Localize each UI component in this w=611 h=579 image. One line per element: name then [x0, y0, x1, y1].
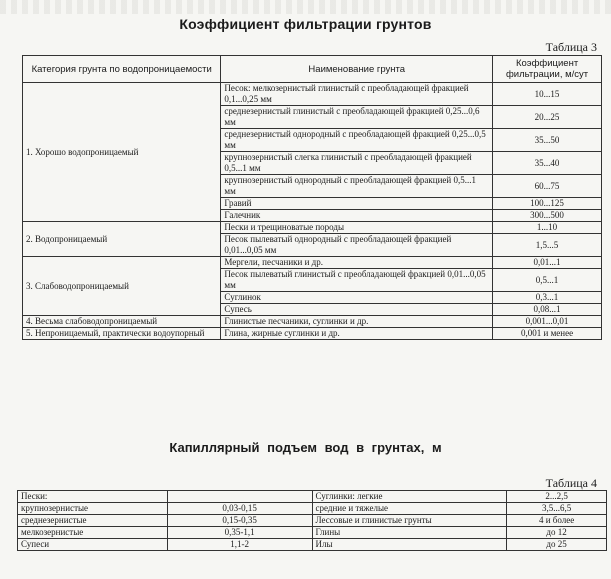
coef-value-cell: 0,01...1: [493, 257, 602, 269]
soil-name-cell: среднезернистый однородный с преобладающей фракцией 0,25...0,5 мм: [221, 129, 493, 152]
soil-name-cell: крупнозернистый слегка глинистый с преобладающей фракцией 0,5...1 мм: [221, 152, 493, 175]
left-value-cell: 0,35-1,1: [167, 527, 312, 539]
coef-value-cell: 35...40: [493, 152, 602, 175]
right-value-cell: 4 и более: [507, 515, 607, 527]
table3-title: Коэффициент фильтрации грунтов: [179, 16, 432, 32]
right-value-cell: 2...2,5: [507, 491, 607, 503]
right-soil-cell: Глины: [312, 527, 507, 539]
soil-name-cell: Глина, жирные суглинки и др.: [221, 328, 493, 340]
table4-number: Таблица 4: [545, 476, 597, 490]
table-row: [18, 515, 607, 527]
coef-value-cell: 60...75: [493, 175, 602, 198]
left-soil-cell: Пески:: [18, 491, 168, 503]
right-soil-cell: Суглинки: легкие: [312, 491, 507, 503]
category-cell: 4. Весьма слабоводопроницаемый: [23, 316, 221, 328]
filtration-table-body: [23, 83, 602, 340]
soil-name-cell: Песок пылеватый однородный с преобладающей фракцией 0,01...0,05 мм: [221, 234, 493, 257]
coef-value-cell: 1,5...5: [493, 234, 602, 257]
soil-name-cell: среднезернистый глинистый с преобладающей фракцией 0,25...0,6 мм: [221, 106, 493, 129]
right-value-cell: 3,5...6,5: [507, 503, 607, 515]
soil-name-cell: Пески и трещиноватые породы: [221, 222, 493, 234]
coef-value-cell: 1...10: [493, 222, 602, 234]
category-cell: 3. Слабоводопроницаемый: [23, 257, 221, 316]
coef-value-cell: 0,001...0,01: [493, 316, 602, 328]
coef-value-cell: 0,08...1: [493, 304, 602, 316]
left-soil-cell: среднезернистые: [18, 515, 168, 527]
table-row: [23, 328, 602, 340]
header-category: Категория грунта по водопроницаемости: [23, 56, 221, 83]
category-cell: 1. Хорошо водопроницаемый: [23, 83, 221, 222]
category-cell: 5. Непроницаемый, практически водоупорный: [23, 328, 221, 340]
soil-name-cell: Суглинок: [221, 292, 493, 304]
left-value-cell: 0,15-0,35: [167, 515, 312, 527]
table-row: [18, 539, 607, 551]
right-soil-cell: Лессовые и глинистые грунты: [312, 515, 507, 527]
left-soil-cell: мелкозернистые: [18, 527, 168, 539]
coef-value-cell: 10...15: [493, 83, 602, 106]
table-row: [18, 503, 607, 515]
capillary-table-body: [18, 491, 607, 551]
left-value-cell: 1,1-2: [167, 539, 312, 551]
table-row: [23, 222, 602, 234]
left-value-cell: [167, 491, 312, 503]
coef-value-cell: 0,3...1: [493, 292, 602, 304]
coef-value-cell: 20...25: [493, 106, 602, 129]
right-soil-cell: средние и тяжелые: [312, 503, 507, 515]
bleed-through-text: [0, 0, 611, 14]
table-row: [23, 257, 602, 269]
table-header-row: [23, 56, 602, 83]
soil-name-cell: крупнозернистый однородный с преобладающей фракцией 0,5...1 мм: [221, 175, 493, 198]
coef-value-cell: 300...500: [493, 210, 602, 222]
table4-title: Капиллярный подъем вод в грунтах, м: [169, 440, 442, 455]
right-value-cell: до 25: [507, 539, 607, 551]
soil-name-cell: Песок пылеватый глинистый с преобладающей фракцией 0,01...0,05 мм: [221, 269, 493, 292]
coef-value-cell: 100...125: [493, 198, 602, 210]
soil-name-cell: Галечник: [221, 210, 493, 222]
table-row: [23, 83, 602, 106]
filtration-table: [22, 55, 602, 340]
table-row: [23, 316, 602, 328]
table3-number: Таблица 3: [545, 40, 597, 54]
right-value-cell: до 12: [507, 527, 607, 539]
coef-value-cell: 0,001 и менее: [493, 328, 602, 340]
table-row: [18, 491, 607, 503]
soil-name-cell: Супесь: [221, 304, 493, 316]
coef-value-cell: 0,5...1: [493, 269, 602, 292]
soil-name-cell: Глинистые песчаники, суглинки и др.: [221, 316, 493, 328]
header-name: Наименование грунта: [221, 56, 493, 83]
left-soil-cell: Супеси: [18, 539, 168, 551]
capillary-table: [17, 490, 607, 551]
category-cell: 2. Водопроницаемый: [23, 222, 221, 257]
soil-name-cell: Гравий: [221, 198, 493, 210]
header-coef: Коэффициент фильтрации, м/сут: [493, 56, 602, 83]
soil-name-cell: Мергели, песчаники и др.: [221, 257, 493, 269]
left-value-cell: 0,03-0,15: [167, 503, 312, 515]
coef-value-cell: 35...50: [493, 129, 602, 152]
table-row: [18, 527, 607, 539]
left-soil-cell: крупнозернистые: [18, 503, 168, 515]
right-soil-cell: Илы: [312, 539, 507, 551]
soil-name-cell: Песок: мелкозернистый глинистый с преобладающей фракцией 0,1...0,25 мм: [221, 83, 493, 106]
